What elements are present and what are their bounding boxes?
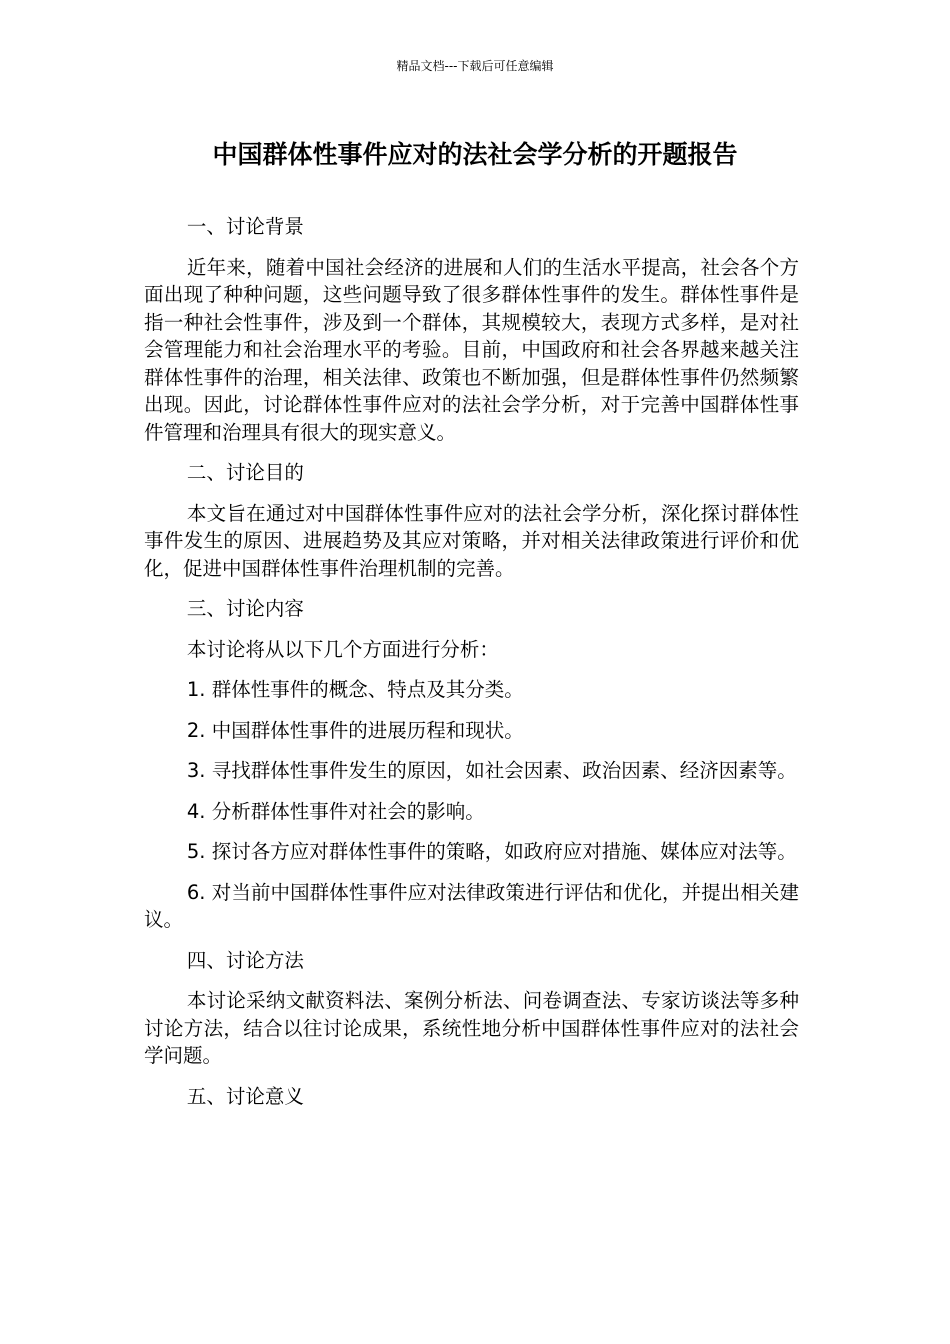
paragraph-purpose: 本文旨在通过对中国群体性事件应对的法社会学分析，深化探讨群体性事件发生的原因、进展趋势及其应对策略，并对相关法律政策进行评价和优化，促进中国群体性事件治理机制的完善。: [144, 501, 799, 580]
section-heading-background: 一、讨论背景: [186, 215, 304, 238]
paragraph-background: 近年来，随着中国社会经济的进展和人们的生活水平提高，社会各个方面出现了种种问题，这些问题导致了很多群体性事件的发生。群体性事件是指一种社会性事件，涉及到一个群体，其规模较大，表现方式多样，是对社会管理能力和社会治理水平的考验。目前，中国政府和社会各界越来越关注群体性事件的治理，相关法律、政策也不断加强，但是群体性事件仍然频繁出现。因此，讨论群体性事件应对的法社会学分析，对于完善中国群体性事件管理和治理具有很大的现实意义。: [144, 255, 799, 444]
paragraph-method: 本讨论采纳文献资料法、案例分析法、问卷调查法、专家访谈法等多种讨论方法，结合以往讨论成果，系统性地分析中国群体性事件应对的法社会学问题。: [144, 989, 799, 1067]
section-heading-content: 三、讨论内容: [186, 597, 304, 620]
list-item: 6. 对当前中国群体性事件应对法律政策进行评估和优化，并提出相关建议。: [144, 880, 799, 931]
section-heading-method: 四、讨论方法: [186, 948, 304, 972]
document-body: [144, 213, 799, 1123]
section-heading-significance: 五、讨论意义: [186, 1084, 304, 1108]
list-item: 5. 探讨各方应对群体性事件的策略，如政府应对措施、媒体应对法等。: [186, 840, 797, 863]
list-item: 2. 中国群体性事件的进展历程和现状。: [186, 718, 524, 742]
list-item: 1. 群体性事件的概念、特点及其分类。: [186, 678, 524, 701]
list-item: 4. 分析群体性事件对社会的影响。: [186, 799, 485, 823]
section-heading-purpose: 二、讨论目的: [186, 461, 304, 484]
paragraph-content-intro: 本讨论将从以下几个方面进行分析：: [186, 637, 499, 661]
document-title: 中国群体性事件应对的法社会学分析的开题报告: [212, 140, 738, 169]
header-note: 精品文档---下载后可任意编辑: [396, 59, 554, 73]
list-item: 3. 寻找群体性事件发生的原因，如社会因素、政治因素、经济因素等。: [186, 759, 797, 782]
